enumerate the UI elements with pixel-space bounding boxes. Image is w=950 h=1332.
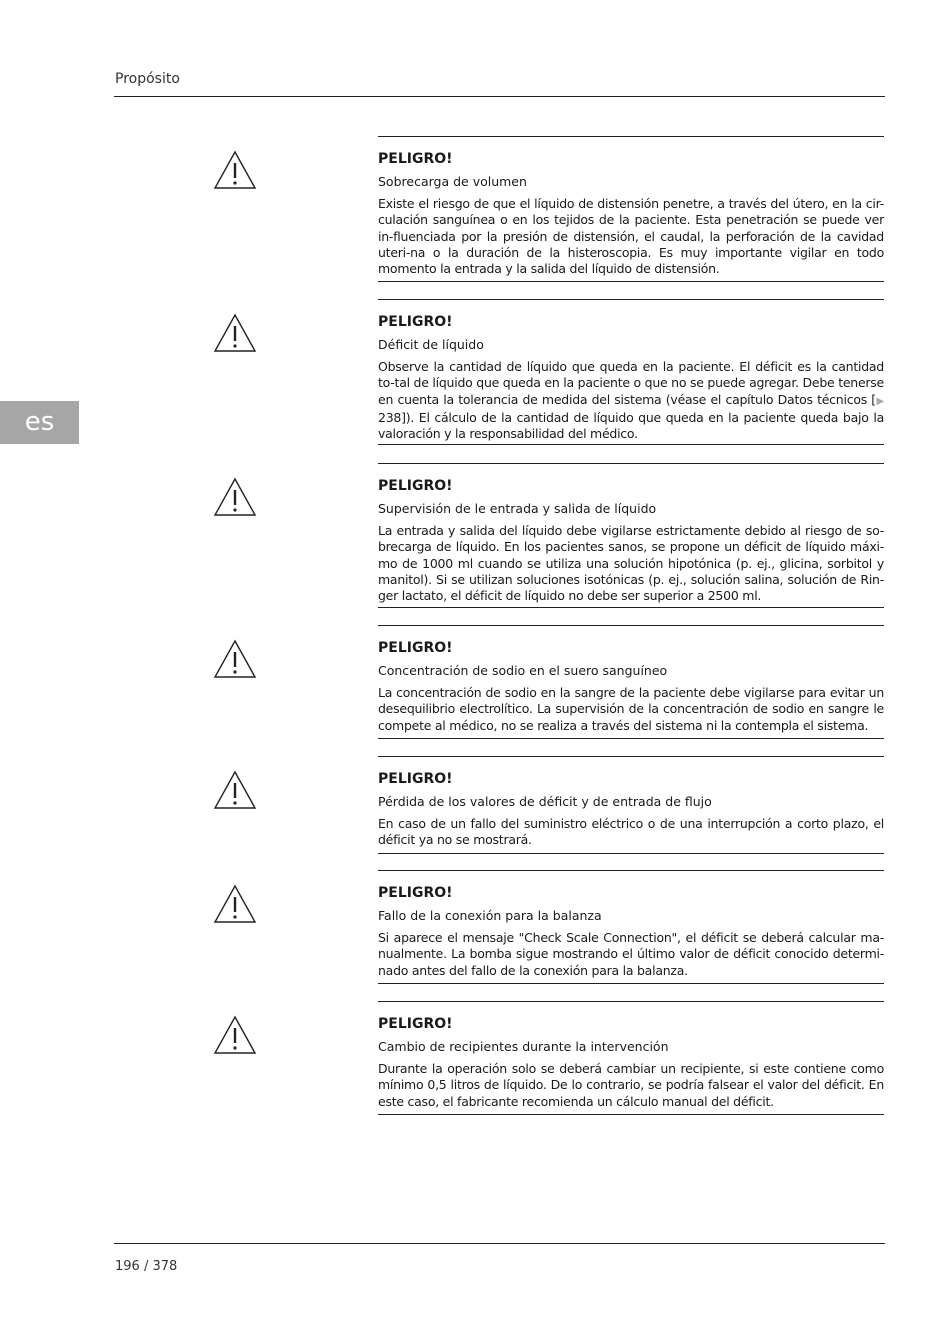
warning-text: Existe el riesgo de que el líquido de distensión penetre, a través del útero, en la cir-culación sanguínea o en los tejidos de la paciente. Esta penetración se puede ver in-fluenciada por la presión de distensión, el caudal, la perforación de la cavidad uteri-na o la duración de la histeroscopia. Es muy importante vigilar en todo momento la entrada y la salida del líquido de distensión. bbox=[378, 196, 884, 277]
header-divider bbox=[114, 96, 885, 97]
warning-block bbox=[378, 625, 884, 739]
page-header-title: Propósito bbox=[115, 71, 180, 87]
warning-title: PELIGRO! bbox=[378, 478, 453, 494]
warning-block bbox=[378, 463, 884, 608]
warning-triangle-icon bbox=[213, 884, 257, 924]
warning-triangle-icon bbox=[213, 477, 257, 517]
warning-subtitle: Cambio de recipientes durante la intervención bbox=[378, 1039, 669, 1054]
language-tab: es bbox=[0, 401, 79, 444]
warning-triangle-icon bbox=[213, 770, 257, 810]
warning-title: PELIGRO! bbox=[378, 314, 453, 330]
warning-text: La concentración de sodio en la sangre de la paciente debe vigilarse para evitar un desequilibrio electrolítico. La supervisión de la concentración de sodio en sangre le compete al médico, no se realiza a través del sistema ni la contempla el sistema. bbox=[378, 685, 884, 733]
page-number: 196 / 378 bbox=[115, 1259, 178, 1274]
warning-text bbox=[378, 359, 884, 442]
footer-divider bbox=[114, 1243, 885, 1244]
warning-title: PELIGRO! bbox=[378, 885, 453, 901]
warning-text: En caso de un fallo del suministro eléctrico o de una interrupción a corto plazo, el déficit ya no se mostrará. bbox=[378, 816, 884, 848]
reference-page-link[interactable]: 238 bbox=[378, 409, 402, 425]
warning-subtitle: Supervisión de le entrada y salida de líquido bbox=[378, 501, 657, 516]
warning-subtitle: Sobrecarga de volumen bbox=[378, 174, 527, 189]
warning-block bbox=[378, 870, 884, 984]
warning-text: Durante la operación solo se deberá cambiar un recipiente, si este contiene como mínimo 0,5 litros de líquido. De lo contrario, se podría falsear el valor del déficit. En este caso, el fabricante recomienda un cálculo manual del déficit. bbox=[378, 1061, 884, 1109]
warning-title: PELIGRO! bbox=[378, 151, 453, 167]
warning-block bbox=[378, 1001, 884, 1115]
reference-arrow-icon: ▶ bbox=[875, 395, 884, 407]
warning-text: La entrada y salida del líquido debe vigilarse estrictamente debido al riesgo de so-brecarga de líquido. En los pacientes sanos, se propone un déficit de líquido máxi-mo de 1000 ml cuando se utiliza una solución hipotónica (p. ej., glicina, sorbitol y manitol). Si se utilizan soluciones isotónicas (p. ej., solución salina, solución de Rin-ger lactato, el déficit de líquido no debe ser superior a 2500 ml. bbox=[378, 523, 884, 604]
warning-triangle-icon bbox=[213, 313, 257, 353]
warning-block bbox=[378, 136, 884, 282]
warning-text: Si aparece el mensaje "Check Scale Connection", el déficit se deberá calcular ma-nualmente. La bomba sigue mostrando el último valor de déficit conocido determi-nado antes del fallo de la conexión para la balanza. bbox=[378, 930, 884, 978]
warning-triangle-icon bbox=[213, 150, 257, 190]
warning-title: PELIGRO! bbox=[378, 1016, 453, 1032]
warning-subtitle: Pérdida de los valores de déficit y de entrada de flujo bbox=[378, 794, 712, 809]
warning-subtitle: Concentración de sodio en el suero sanguíneo bbox=[378, 663, 668, 678]
warning-text-part: Observe la cantidad de líquido que queda en la paciente. El déficit es la cantidad to-tal de líquido que queda en la paciente o que no se puede agregar. Debe tenerse en cuenta la tolerancia de medida del sistema (véase el capítulo Datos técnicos [ bbox=[378, 359, 884, 407]
warning-block bbox=[378, 299, 884, 445]
warning-title: PELIGRO! bbox=[378, 640, 453, 656]
warning-text-part: ]). El cálculo de la cantidad de líquido que queda en la paciente queda bajo la valoración y la responsabilidad del médico. bbox=[378, 409, 884, 442]
warning-subtitle: Déficit de líquido bbox=[378, 337, 484, 352]
warning-triangle-icon bbox=[213, 1015, 257, 1055]
warning-title: PELIGRO! bbox=[378, 771, 453, 787]
warning-subtitle: Fallo de la conexión para la balanza bbox=[378, 908, 602, 923]
warning-block bbox=[378, 756, 884, 854]
warning-triangle-icon bbox=[213, 639, 257, 679]
